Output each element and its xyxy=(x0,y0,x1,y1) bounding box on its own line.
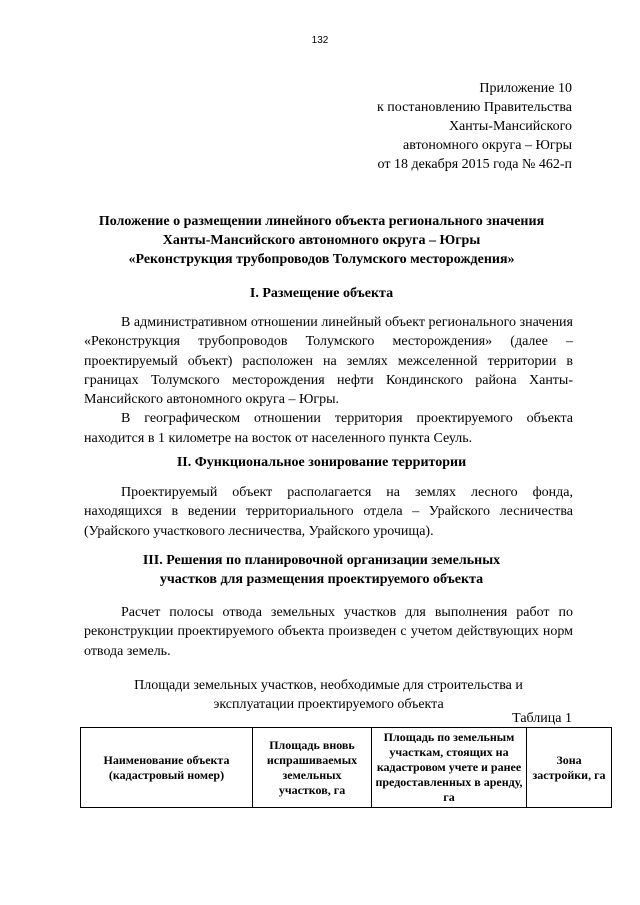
section-1-paragraph-2: В географическом отношении территория проектируемого объекта находится в 1 километре на восток от населенного пункта Сеуль. xyxy=(84,411,573,446)
appendix-line-2: к постановлению Правительства xyxy=(376,100,572,115)
land-area-table xyxy=(80,727,612,808)
document-title xyxy=(70,212,573,269)
title-line-2: Ханты-Мансийского автономного округа – Югры xyxy=(162,233,481,248)
appendix-block xyxy=(377,79,572,174)
section-1-paragraph-1: В административном отношении линейный объект регионального значения «Реконструкция трубопроводов Толумского месторождения» (далее – проектируемый объект) расположен на землях межселенной территории в границах Толумского месторождения нефти Кондинского района Ханты-Мансийского автономного округа – Югры. xyxy=(84,315,573,408)
header-new-area: Площадь вновь испрашиваемых земельных участков, га xyxy=(253,728,372,808)
section-2-heading: II. Функциональное зонирование территории xyxy=(176,455,467,470)
section-1-body xyxy=(84,313,573,448)
header-object-name: Наименование объекта (кадастровый номер) xyxy=(81,728,253,808)
section-2-body xyxy=(84,483,573,541)
section-3-heading-line-1: III. Решения по планировочной организации земельных xyxy=(142,553,501,568)
table-caption-line-2: эксплуатации проектируемого объекта xyxy=(213,697,444,712)
table-caption xyxy=(84,676,573,714)
section-3-paragraph-1: Расчет полосы отвода земельных участков для выполнения работ по реконструкции проектируемого объекта произведен с учетом действующих норм отвода земель. xyxy=(84,605,573,659)
appendix-line-1: Приложение 10 xyxy=(479,81,572,96)
appendix-line-3: Ханты-Мансийского xyxy=(448,119,572,134)
title-line-3: «Реконструкция трубопроводов Толумского месторождения» xyxy=(128,252,515,267)
table-header-row xyxy=(81,728,612,808)
header-cadastral-area: Площадь по земельным участкам, стоящих на кадастровом учете и ранее предоставленных в аренду, га xyxy=(372,728,527,808)
section-1-heading: I. Размещение объекта xyxy=(249,286,394,301)
page-number: 132 xyxy=(311,35,329,46)
section-3-heading xyxy=(70,551,573,589)
section-3-heading-line-2: участков для размещения проектируемого объекта xyxy=(159,572,484,587)
title-line-1: Положение о размещении линейного объекта регионального значения xyxy=(98,214,545,229)
appendix-line-4: автономного округа – Югры xyxy=(403,138,572,153)
table-caption-line-1: Площади земельных участков, необходимые для строительства и xyxy=(134,678,523,693)
header-build-zone: Зона застройки, га xyxy=(527,728,612,808)
appendix-line-5: от 18 декабря 2015 года № 462-п xyxy=(377,157,572,172)
section-2-paragraph-1: Проектируемый объект располагается на землях лесного фонда, находящихся в ведении территориального отдела – Урайского лесничества (Урайского участкового лесничества, Урайского урочища). xyxy=(84,485,573,539)
section-3-body xyxy=(84,603,573,661)
table-label: Таблица 1 xyxy=(512,711,572,726)
